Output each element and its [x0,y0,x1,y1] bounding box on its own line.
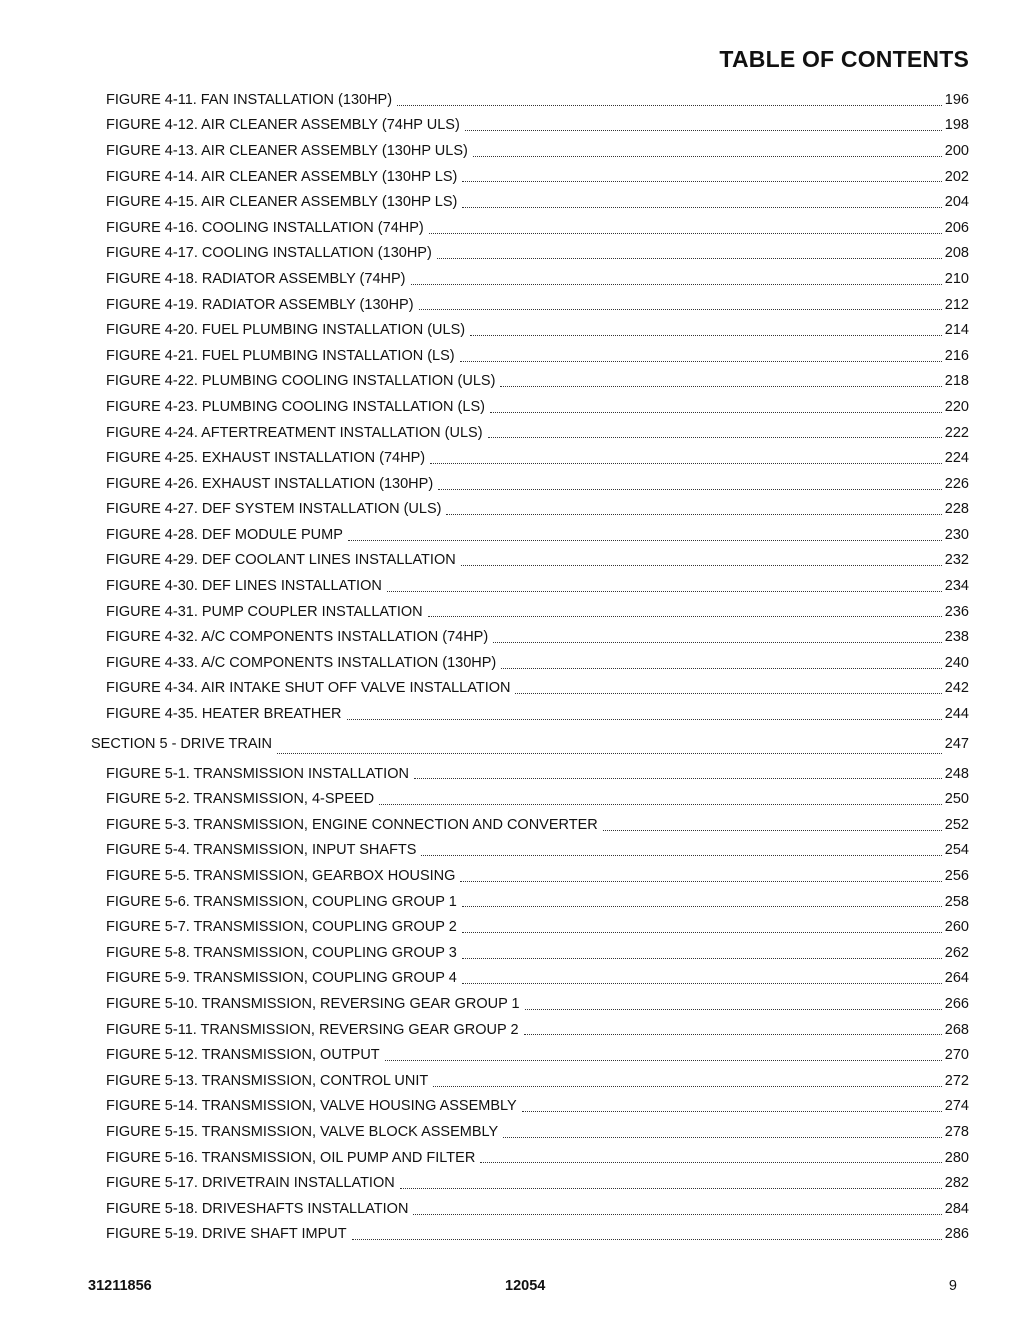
toc-figure-entry[interactable] [106,343,969,369]
toc-entry-label: FIGURE 5-4. TRANSMISSION, INPUT SHAFTS [106,842,417,859]
toc-entry-label: FIGURE 4-20. FUEL PLUMBING INSTALLATION (ULS) [106,322,466,339]
dot-leader [348,539,942,541]
toc-entry-page: 260 [944,919,969,936]
toc-entry-label: FIGURE 4-16. COOLING INSTALLATION (74HP) [106,219,424,236]
toc-figure-entry[interactable] [106,113,969,139]
toc-entry-page: 250 [944,791,969,808]
toc-entry-label: FIGURE 5-9. TRANSMISSION, COUPLING GROUP 4 [106,970,457,987]
toc-entry-label: FIGURE 5-5. TRANSMISSION, GEARBOX HOUSING [106,868,456,885]
dot-leader [421,854,941,856]
dot-leader [446,513,941,515]
toc-figure-entry[interactable] [106,1170,969,1196]
toc-entry-label: FIGURE 5-10. TRANSMISSION, REVERSING GEAR GROUP 1 [106,995,520,1012]
toc-entry-label: FIGURE 4-28. DEF MODULE PUMP [106,526,343,543]
toc-figure-entry[interactable] [106,940,969,966]
toc-figure-entry[interactable] [106,497,969,523]
toc-figure-entry[interactable] [106,786,969,812]
toc-entry-label: FIGURE 4-23. PLUMBING COOLING INSTALLATION (LS) [106,398,485,415]
toc-entry-label: SECTION 5 - DRIVE TRAIN [91,735,273,752]
toc-entry-page: 210 [944,270,969,287]
toc-figure-entry[interactable] [106,292,969,318]
toc-entry-label: FIGURE 4-15. AIR CLEANER ASSEMBLY (130HP LS) [106,194,458,211]
toc-entry-label: FIGURE 5-3. TRANSMISSION, ENGINE CONNECTION AND CONVERTER [106,816,598,833]
toc-figure-entry[interactable] [106,914,969,940]
dot-leader [500,385,941,387]
toc-entry-label: FIGURE 4-21. FUEL PLUMBING INSTALLATION (LS) [106,347,455,364]
toc-entry-label: FIGURE 4-11. FAN INSTALLATION (130HP) [106,91,393,108]
toc-entry-label: FIGURE 5-12. TRANSMISSION, OUTPUT [106,1047,380,1064]
toc-entry-page: 196 [944,91,969,108]
dot-leader [419,308,942,310]
toc-entry-page: 226 [944,475,969,492]
toc-entry-label: FIGURE 5-17. DRIVETRAIN INSTALLATION [106,1175,395,1192]
toc-figure-entry[interactable] [106,676,969,702]
toc-figure-entry[interactable] [106,87,969,113]
toc-entry-label: FIGURE 4-17. COOLING INSTALLATION (130HP) [106,245,432,262]
toc-entry-page: 206 [944,219,969,236]
toc-figure-entry[interactable] [106,1094,969,1120]
page-footer [0,1278,1024,1298]
dot-leader [470,334,942,336]
dot-leader [400,1187,942,1189]
dot-leader [525,1008,942,1010]
toc-section-entry[interactable] [91,727,969,761]
toc-figure-entry[interactable] [106,599,969,625]
toc-entry-page: 284 [944,1200,969,1217]
dot-leader [437,257,942,259]
toc-figure-entry[interactable] [106,420,969,446]
toc-entry-page: 228 [944,501,969,518]
toc-entry-label: FIGURE 4-13. AIR CLEANER ASSEMBLY (130HP ULS) [106,142,468,159]
toc-list [0,87,1024,1247]
toc-entry-page: 240 [944,654,969,671]
toc-figure-entry[interactable] [106,838,969,864]
toc-entry-label: FIGURE 5-1. TRANSMISSION INSTALLATION [106,765,409,782]
toc-entry-label: FIGURE 4-22. PLUMBING COOLING INSTALLATION (ULS) [106,373,496,390]
dot-leader [462,931,942,933]
dot-leader [411,283,942,285]
footer-page-number: 9 [948,1278,957,1294]
toc-entry-label: FIGURE 4-12. AIR CLEANER ASSEMBLY (74HP ULS) [106,117,460,134]
dot-leader [462,180,941,182]
toc-entry-label: FIGURE 5-13. TRANSMISSION, CONTROL UNIT [106,1072,429,1089]
toc-figure-entry[interactable] [106,1119,969,1145]
dot-leader [460,360,942,362]
toc-entry-label: FIGURE 5-14. TRANSMISSION, VALVE HOUSING ASSEMBLY [106,1098,517,1115]
dot-leader [379,803,942,805]
dot-leader [490,411,942,413]
toc-entry-label: FIGURE 5-16. TRANSMISSION, OIL PUMP AND FILTER [106,1149,476,1166]
toc-entry-page: 202 [944,168,969,185]
dot-leader [430,462,942,464]
toc-figure-entry[interactable] [106,1222,969,1248]
toc-entry-label: FIGURE 5-19. DRIVE SHAFT IMPUT [106,1226,347,1243]
dot-leader [603,829,942,831]
footer-doc-number: 31211856 [88,1278,152,1294]
toc-figure-entry[interactable] [106,445,969,471]
toc-entry-label: FIGURE 4-24. AFTERTREATMENT INSTALLATION (ULS) [106,424,483,441]
toc-entry-label: FIGURE 4-34. AIR INTAKE SHUT OFF VALVE INSTALLATION [106,680,511,697]
toc-figure-entry[interactable] [106,991,969,1017]
toc-entry-label: FIGURE 5-18. DRIVESHAFTS INSTALLATION [106,1200,409,1217]
toc-figure-entry[interactable] [106,1042,969,1068]
toc-entry-page: 218 [944,373,969,390]
toc-figure-entry[interactable] [106,701,969,727]
toc-figure-entry[interactable] [106,317,969,343]
toc-entry-label: FIGURE 4-19. RADIATOR ASSEMBLY (130HP) [106,296,414,313]
toc-entry-page: 262 [944,944,969,961]
toc-entry-label: FIGURE 4-32. A/C COMPONENTS INSTALLATION (74HP) [106,629,489,646]
toc-figure-entry[interactable] [106,573,969,599]
toc-entry-label: FIGURE 4-35. HEATER BREATHER [106,706,342,723]
dot-leader [414,777,942,779]
dot-leader [460,880,941,882]
dot-leader [428,615,942,617]
toc-entry-page: 280 [944,1149,969,1166]
toc-figure-entry[interactable] [106,1145,969,1171]
toc-figure-entry[interactable] [106,138,969,164]
toc-figure-entry[interactable] [106,189,969,215]
dot-leader [480,1161,942,1163]
dot-leader [413,1213,941,1215]
toc-entry-label: FIGURE 4-25. EXHAUST INSTALLATION (74HP) [106,450,426,467]
toc-entry-label: FIGURE 4-31. PUMP COUPLER INSTALLATION [106,603,423,620]
toc-entry-page: 286 [944,1226,969,1243]
toc-entry-label: FIGURE 5-6. TRANSMISSION, COUPLING GROUP 1 [106,893,457,910]
toc-figure-entry[interactable] [106,650,969,676]
toc-entry-page: 278 [944,1123,969,1140]
toc-entry-page: 256 [944,868,969,885]
toc-entry-page: 236 [944,603,969,620]
dot-leader [465,129,942,131]
toc-figure-entry[interactable] [106,522,969,548]
toc-entry-label: FIGURE 5-15. TRANSMISSION, VALVE BLOCK ASSEMBLY [106,1123,499,1140]
toc-entry-page: 252 [944,816,969,833]
dot-leader [397,104,942,106]
toc-entry-page: 272 [944,1072,969,1089]
toc-figure-entry[interactable] [106,1017,969,1043]
toc-figure-entry[interactable] [106,266,969,292]
toc-entry-page: 212 [944,296,969,313]
dot-leader [493,641,942,643]
toc-entry-page: 230 [944,526,969,543]
dot-leader [522,1110,942,1112]
toc-entry-page: 208 [944,245,969,262]
toc-entry-page: 282 [944,1175,969,1192]
toc-figure-entry[interactable] [106,164,969,190]
dot-leader [352,1238,942,1240]
toc-entry-label: FIGURE 4-30. DEF LINES INSTALLATION [106,578,382,595]
toc-entry-page: 266 [944,995,969,1012]
toc-figure-entry[interactable] [106,215,969,241]
toc-entry-page: 232 [944,552,969,569]
toc-figure-entry[interactable] [106,1196,969,1222]
toc-entry-page: 204 [944,194,969,211]
toc-figure-entry[interactable] [106,889,969,915]
toc-figure-entry[interactable] [106,761,969,787]
toc-entry-page: 258 [944,893,969,910]
dot-leader [387,590,942,592]
footer-center-code: 12054 [505,1278,546,1294]
toc-entry-page: 264 [944,970,969,987]
toc-entry-label: FIGURE 5-7. TRANSMISSION, COUPLING GROUP 2 [106,919,457,936]
toc-entry-label: FIGURE 5-2. TRANSMISSION, 4-SPEED [106,791,375,808]
dot-leader [462,982,942,984]
dot-leader [277,752,942,754]
dot-leader [385,1059,942,1061]
toc-entry-page: 216 [944,347,969,364]
toc-entry-page: 254 [944,842,969,859]
toc-figure-entry[interactable] [106,394,969,420]
toc-entry-label: FIGURE 4-33. A/C COMPONENTS INSTALLATION (130HP) [106,654,497,671]
toc-entry-page: 274 [944,1098,969,1115]
dot-leader [462,206,941,208]
dot-leader [462,905,942,907]
dot-leader [347,718,942,720]
toc-entry-page: 268 [944,1021,969,1038]
toc-entry-page: 244 [944,706,969,723]
dot-leader [524,1033,942,1035]
toc-entry-label: FIGURE 4-26. EXHAUST INSTALLATION (130HP) [106,475,434,492]
toc-entry-page: 234 [944,578,969,595]
toc-entry-label: FIGURE 4-27. DEF SYSTEM INSTALLATION (ULS) [106,501,442,518]
toc-figure-entry[interactable] [106,471,969,497]
page-title: TABLE OF CONTENTS [719,46,969,72]
toc-figure-entry[interactable] [106,241,969,267]
toc-entry-page: 242 [944,680,969,697]
toc-entry-label: FIGURE 4-14. AIR CLEANER ASSEMBLY (130HP LS) [106,168,458,185]
dot-leader [461,564,942,566]
toc-figure-entry[interactable] [106,624,969,650]
dot-leader [462,957,942,959]
toc-figure-entry[interactable] [106,369,969,395]
toc-entry-page: 220 [944,398,969,415]
toc-entry-page: 222 [944,424,969,441]
toc-entry-page: 247 [944,735,969,752]
dot-leader [473,155,942,157]
toc-entry-page: 198 [944,117,969,134]
dot-leader [501,667,942,669]
toc-entry-page: 214 [944,322,969,339]
toc-entry-page: 270 [944,1047,969,1064]
toc-figure-entry[interactable] [106,548,969,574]
dot-leader [488,436,942,438]
toc-figure-entry[interactable] [106,863,969,889]
toc-entry-label: FIGURE 5-11. TRANSMISSION, REVERSING GEAR GROUP 2 [106,1021,519,1038]
toc-entry-page: 248 [944,765,969,782]
toc-figure-entry[interactable] [106,812,969,838]
dot-leader [515,692,941,694]
toc-figure-entry[interactable] [106,1068,969,1094]
toc-entry-label: FIGURE 5-8. TRANSMISSION, COUPLING GROUP 3 [106,944,457,961]
toc-figure-entry[interactable] [106,966,969,992]
dot-leader [433,1085,942,1087]
toc-entry-page: 238 [944,629,969,646]
toc-entry-label: FIGURE 4-29. DEF COOLANT LINES INSTALLATION [106,552,456,569]
dot-leader [438,488,942,490]
toc-entry-label: FIGURE 4-18. RADIATOR ASSEMBLY (74HP) [106,270,406,287]
dot-leader [503,1136,942,1138]
dot-leader [429,232,942,234]
toc-entry-page: 200 [944,142,969,159]
toc-entry-page: 224 [944,450,969,467]
